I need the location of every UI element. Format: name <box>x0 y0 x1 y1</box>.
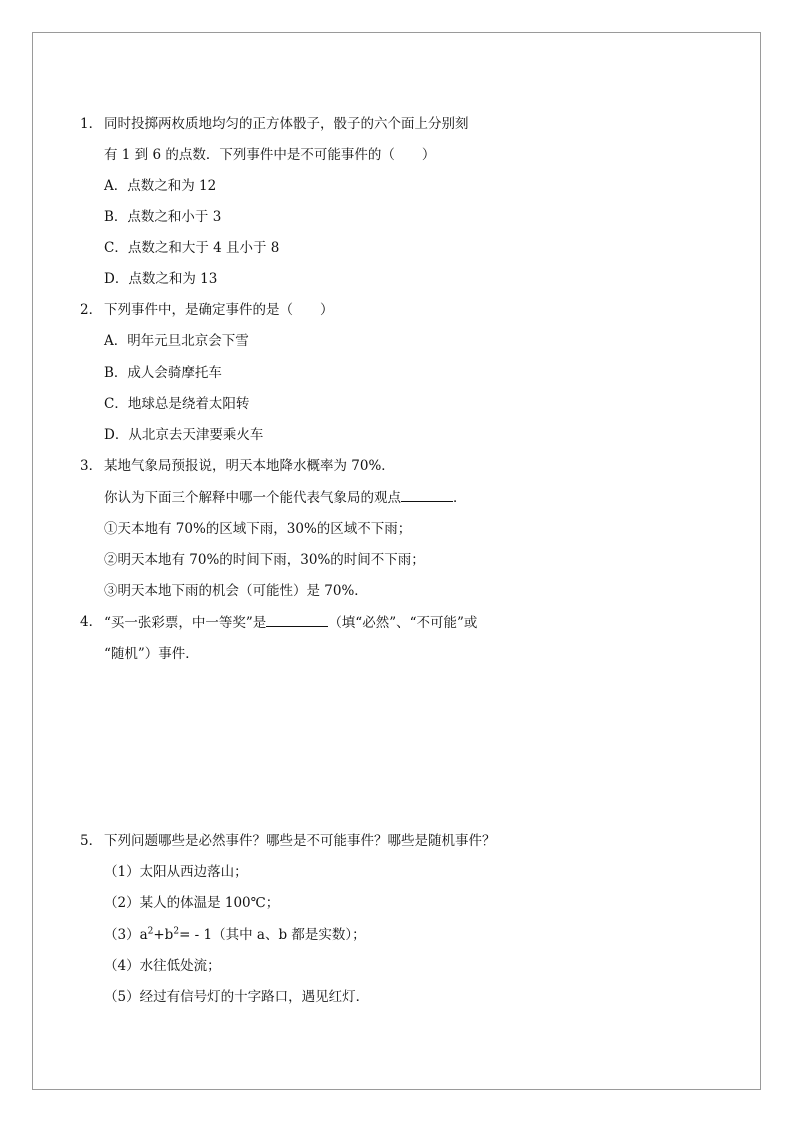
q3-item-1: ①天本地有 70%的区域下雨，30%的区域不下雨； <box>104 521 412 537</box>
q4-number: 4． <box>80 614 103 630</box>
q5-item-3-suffix: = - 1（其中 a、b 都是实数）； <box>179 927 366 943</box>
q2-option-c: C．地球总是绕着太阳转 <box>104 396 250 412</box>
q1-stem-line1: 同时投掷两枚质地均匀的正方体骰子，骰子的六个面上分别刻 <box>104 116 469 132</box>
q5-item-3-exponent-a: 2 <box>147 926 154 937</box>
q3-number: 3． <box>80 458 103 474</box>
q5-item-3-exponent-b: 2 <box>173 926 180 937</box>
q2-stem: 下列事件中，是确定事件的是（ ） <box>104 302 334 318</box>
q5-item-3-plus-b: +b <box>153 927 174 943</box>
q2-option-d: D．从北京去天津要乘火车 <box>104 427 264 443</box>
q5-item-2: （2）某人的体温是 100℃； <box>104 895 280 911</box>
q5-item-3 <box>104 927 366 943</box>
q1-stem-line2: 有 1 到 6 的点数．下列事件中是不可能事件的（ ） <box>104 147 436 163</box>
q1-option-d: D．点数之和为 13 <box>104 271 218 287</box>
q2-option-b: B．成人会骑摩托车 <box>104 365 222 381</box>
q3-stem-line2-text: 你认为下面三个解释中哪一个能代表气象局的观点 <box>104 490 401 506</box>
q3-stem-line2 <box>104 489 467 506</box>
q5-item-5: （5）经过有信号灯的十字路口，遇见红灯． <box>104 989 370 1005</box>
q1-number: 1． <box>80 116 103 132</box>
q2-option-a: A．明年元旦北京会下雪 <box>104 333 249 349</box>
q4-stem-line1 <box>104 614 477 631</box>
q5-item-3-prefix: （3）a <box>104 927 148 943</box>
q3-item-3: ③明天本地下雨的机会（可能性）是 70%． <box>104 583 368 599</box>
q3-item-2: ②明天本地有 70%的时间下雨，30%的时间不下雨； <box>104 552 425 568</box>
q5-stem: 下列问题哪些是必然事件？哪些是不可能事件？哪些是随机事件？ <box>104 833 496 849</box>
q3-answer-blank[interactable] <box>401 489 453 502</box>
q1-option-b: B．点数之和小于 3 <box>104 209 222 225</box>
q5-item-4: （4）水往低处流； <box>104 958 221 974</box>
q4-stem-line2: “随机”）事件． <box>104 646 199 662</box>
q4-answer-blank[interactable] <box>266 614 328 627</box>
q1-option-c: C．点数之和大于 4 且小于 8 <box>104 240 280 256</box>
q2-number: 2． <box>80 302 103 318</box>
q4-stem-text: “买一张彩票，中一等奖”是 <box>104 615 267 631</box>
q1-option-a: A．点数之和为 12 <box>104 178 217 194</box>
q3-stem-line1: 某地气象局预报说，明天本地降水概率为 70%． <box>104 458 395 474</box>
q5-number: 5． <box>80 833 103 849</box>
q3-stem-line2-end: ． <box>453 490 467 506</box>
q5-item-1: （1）太阳从西边落山； <box>104 864 248 880</box>
q4-stem-text-after: （填“必然”、“不可能”或 <box>328 615 478 631</box>
